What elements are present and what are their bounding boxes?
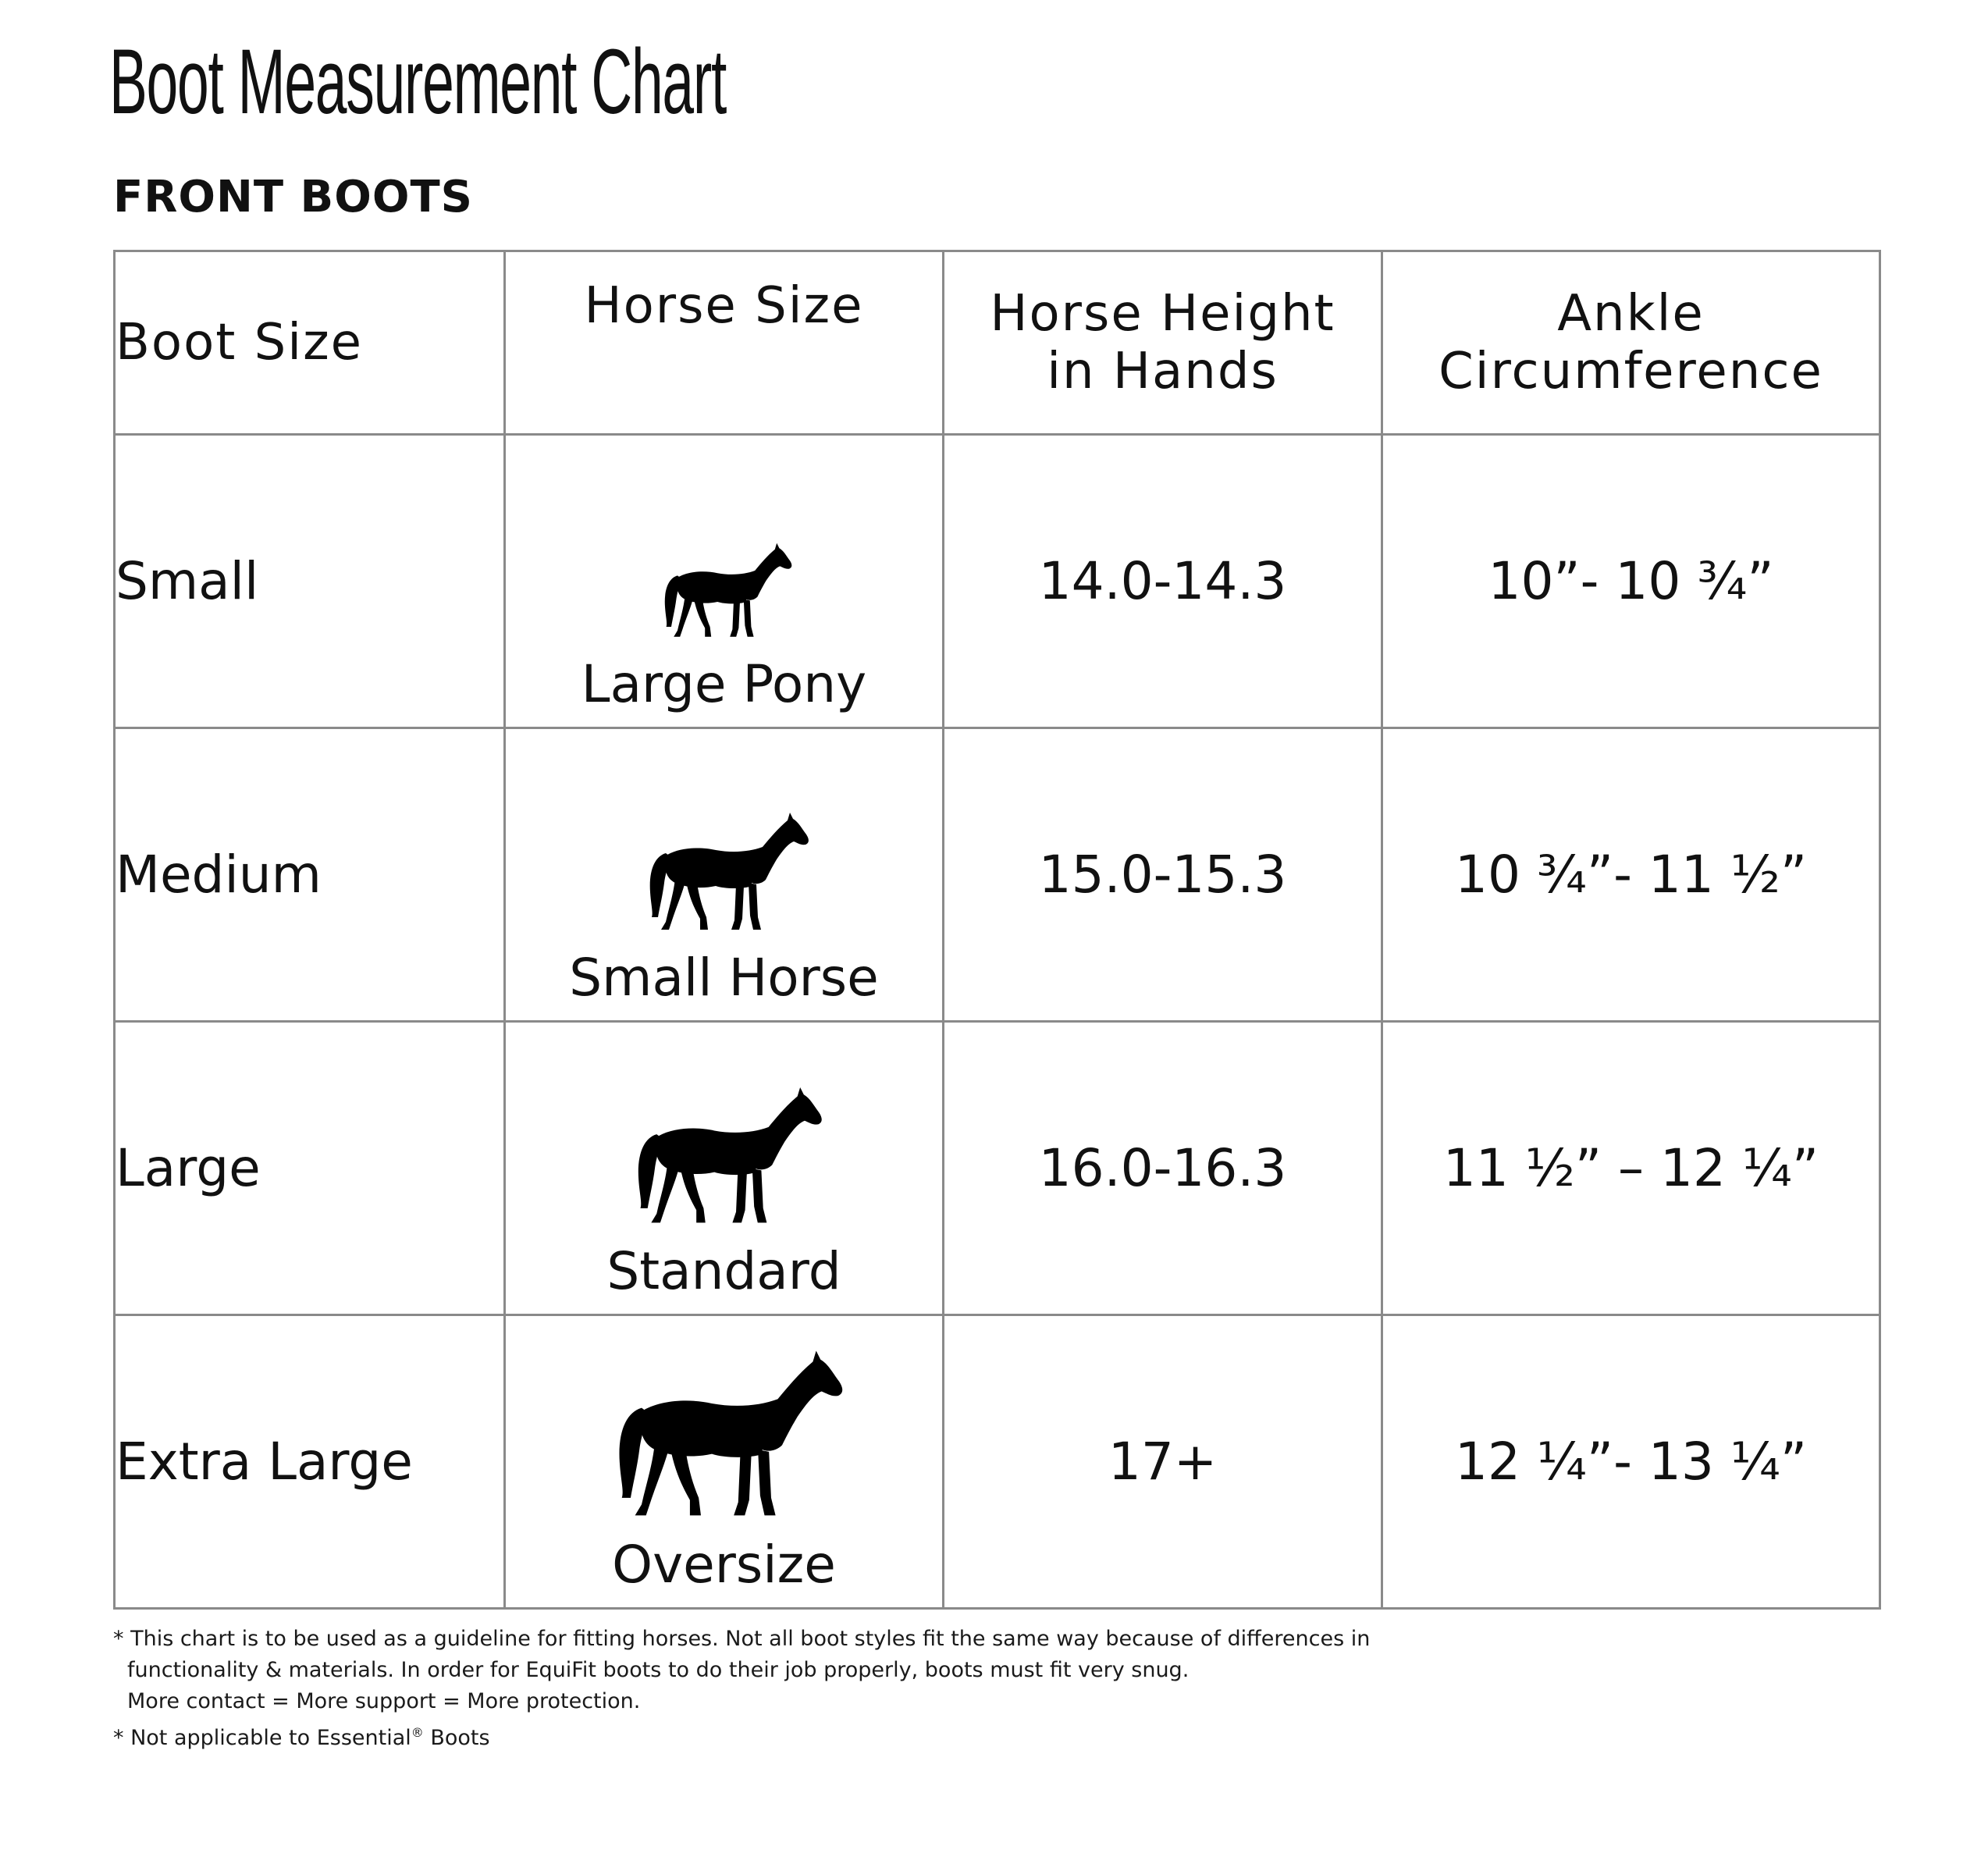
horse-size-label: Standard bbox=[606, 1241, 841, 1301]
horse-silhouette-icon bbox=[646, 539, 802, 639]
horse-height-cell: 16.0-16.3 bbox=[944, 1022, 1382, 1315]
horse-size-label: Small Horse bbox=[569, 948, 879, 1008]
boot-size-cell: Extra Large bbox=[115, 1315, 505, 1609]
ankle-circumference-cell: 10 ¾”- 11 ½” bbox=[1382, 728, 1880, 1022]
measurement-table bbox=[113, 250, 1881, 1610]
page-title: Boot Measurement Chart bbox=[109, 30, 727, 133]
horse-height-cell: 15.0-15.3 bbox=[944, 728, 1382, 1022]
header-horse-height bbox=[944, 251, 1382, 435]
boot-size-cell: Small bbox=[115, 435, 505, 728]
footnotes bbox=[113, 1624, 1370, 1754]
horse-size-cell bbox=[505, 435, 944, 728]
header-boot-size: Boot Size bbox=[115, 251, 505, 435]
header-ankle-circumference bbox=[1382, 251, 1880, 435]
horse-size-cell bbox=[505, 1315, 944, 1609]
table-row bbox=[115, 1315, 1880, 1609]
ankle-circumference-cell: 10”- 10 ¾” bbox=[1382, 435, 1880, 728]
ankle-circumference-cell: 12 ¼”- 13 ¼” bbox=[1382, 1315, 1880, 1609]
section-title: FRONT BOOTS bbox=[113, 172, 473, 222]
horse-height-cell: 14.0-14.3 bbox=[944, 435, 1382, 728]
footnote-essential-prefix: * Not applicable to Essential bbox=[113, 1726, 411, 1750]
header-ankle-line2: Circumference bbox=[1439, 343, 1823, 400]
header-ankle-line1: Ankle bbox=[1557, 285, 1705, 343]
header-horse-size: Horse Size bbox=[505, 251, 944, 435]
table-row bbox=[115, 435, 1880, 728]
footnote-line: More contact = More support = More protection. bbox=[127, 1689, 641, 1713]
horse-size-cell bbox=[505, 1022, 944, 1315]
boot-size-cell: Large bbox=[115, 1022, 505, 1315]
horse-size-label: Large Pony bbox=[581, 654, 867, 714]
horse-silhouette-icon bbox=[585, 1344, 862, 1520]
footnote-essential bbox=[113, 1717, 1370, 1754]
horse-size-cell bbox=[505, 728, 944, 1022]
boot-size-cell: Medium bbox=[115, 728, 505, 1022]
header-horse-height-line1: Horse Height bbox=[990, 285, 1335, 343]
footnote-line: * This chart is to be used as a guideline for fitting horses. Not all boot styles fit the same way because of differences in bbox=[113, 1627, 1371, 1651]
horse-silhouette-icon bbox=[631, 808, 818, 933]
header-horse-height-line2: in Hands bbox=[1047, 343, 1279, 400]
horse-silhouette-icon bbox=[607, 1082, 841, 1226]
footnote-essential-suffix: Boots bbox=[423, 1726, 490, 1750]
table-row bbox=[115, 1022, 1880, 1315]
horse-height-cell: 17+ bbox=[944, 1315, 1382, 1609]
footnote-line: functionality & materials. In order for EquiFit boots to do their job properly, boots must fit very snug. bbox=[127, 1658, 1190, 1682]
registered-mark: ® bbox=[411, 1725, 424, 1740]
ankle-circumference-cell: 11 ½” – 12 ¼” bbox=[1382, 1022, 1880, 1315]
table-row bbox=[115, 728, 1880, 1022]
horse-size-label: Oversize bbox=[612, 1535, 836, 1595]
table-header-row bbox=[115, 251, 1880, 435]
